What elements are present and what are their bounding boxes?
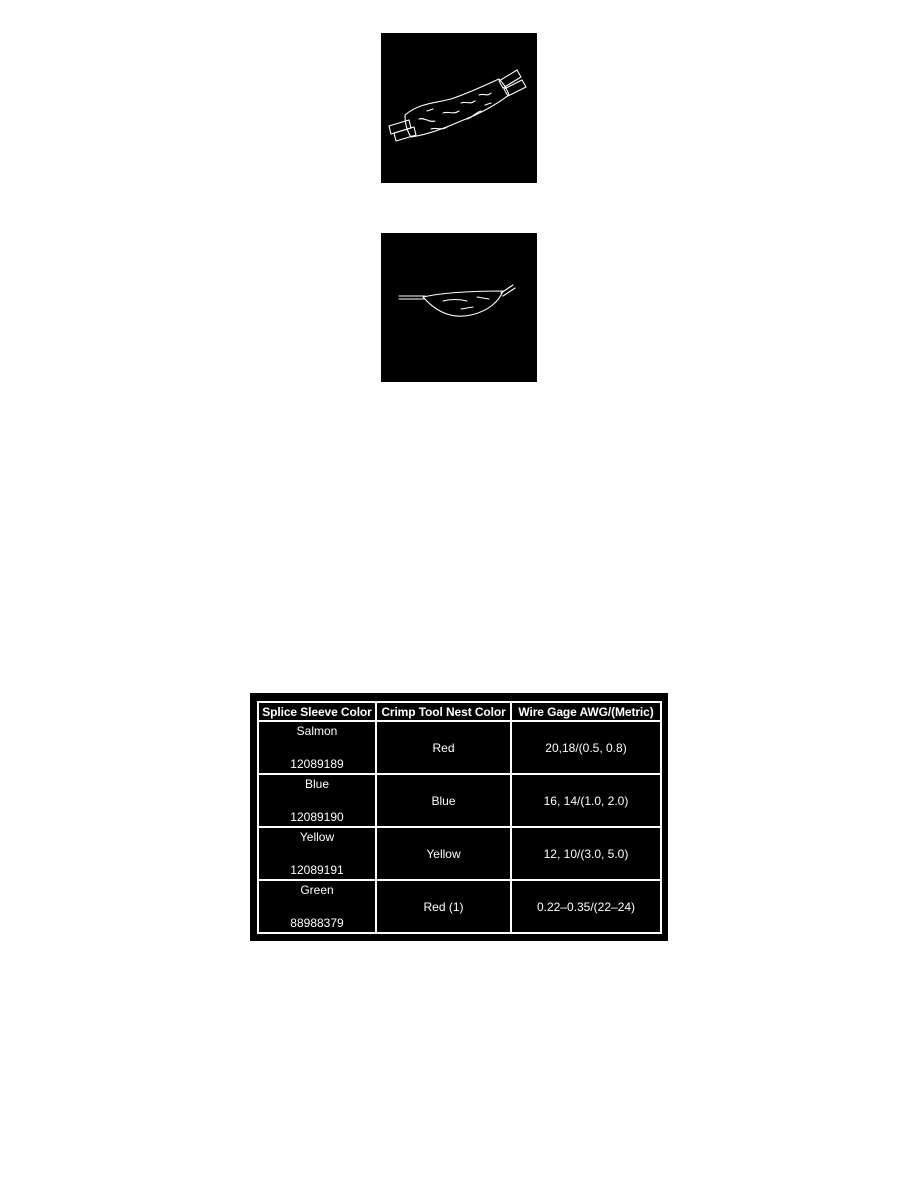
table-row (258, 721, 661, 774)
sleeve-cell (258, 827, 376, 880)
table-row (258, 880, 661, 933)
sleeve-cell (258, 721, 376, 774)
header-crimp-tool-nest-color: Crimp Tool Nest Color (376, 702, 511, 721)
table-row (258, 827, 661, 880)
sleeve-cell (258, 774, 376, 827)
wire-gage-cell: 12, 10/(3.0, 5.0) (511, 827, 661, 880)
spliced-wire-sleeve-icon (381, 33, 537, 183)
splice-sleeve-illustration (381, 33, 537, 183)
sleeve-color: Blue (304, 777, 330, 791)
header-wire-gage: Wire Gage AWG/(Metric) (511, 702, 661, 721)
nest-color-cell: Red (1) (376, 880, 511, 933)
wire-gage-cell: 20,18/(0.5, 0.8) (511, 721, 661, 774)
nest-color-cell: Red (376, 721, 511, 774)
heat-shrunk-splice-icon (381, 233, 537, 382)
table-row (258, 774, 661, 827)
part-number: 12089191 (290, 863, 344, 877)
table-header-row (258, 702, 661, 721)
nest-color-cell: Blue (376, 774, 511, 827)
sleeve-color: Salmon (296, 724, 338, 738)
splice-sleeve-table (257, 701, 662, 934)
wire-gage-cell: 0.22–0.35/(22–24) (511, 880, 661, 933)
header-splice-sleeve-color: Splice Sleeve Color (258, 702, 376, 721)
sleeve-color: Green (300, 883, 334, 897)
splice-sleeve-table-panel (250, 693, 668, 941)
nest-color-cell: Yellow (376, 827, 511, 880)
sleeve-cell (258, 880, 376, 933)
part-number: 12089189 (290, 757, 344, 771)
heat-shrunk-splice-illustration (381, 233, 537, 382)
part-number: 12089190 (290, 810, 344, 824)
part-number: 88988379 (290, 916, 344, 930)
wire-gage-cell: 16, 14/(1.0, 2.0) (511, 774, 661, 827)
sleeve-color: Yellow (299, 830, 335, 844)
